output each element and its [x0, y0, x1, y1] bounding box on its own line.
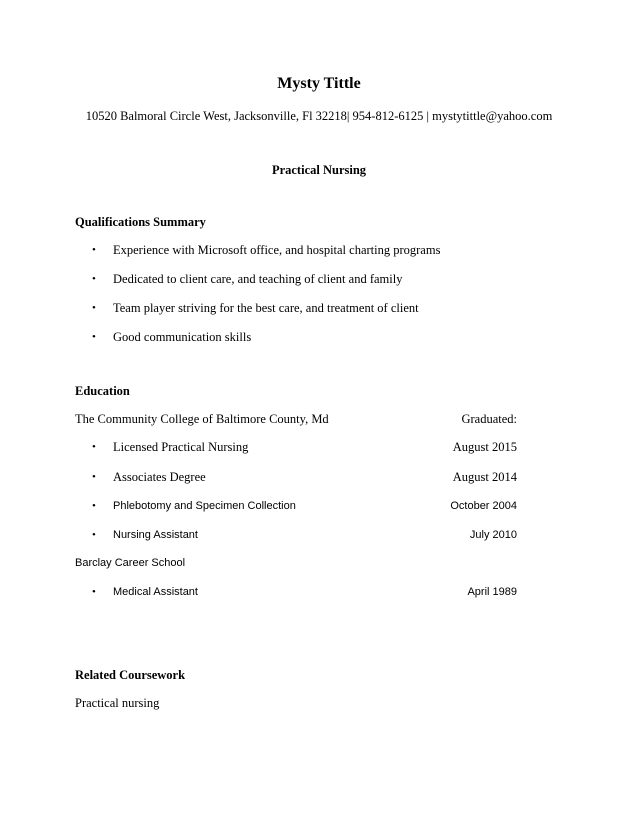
bullet-icon: • — [92, 244, 96, 256]
qualification-item: Experience with Microsoft office, and hospital charting programs — [113, 243, 441, 257]
graduated-label: Graduated: — [461, 412, 517, 426]
education-item: Licensed Practical Nursing — [113, 440, 249, 454]
education-item-date: July 2010 — [469, 529, 517, 541]
qualification-item: Good communication skills — [113, 330, 252, 344]
bullet-icon: • — [92, 586, 96, 598]
education-item-date: October 2004 — [450, 500, 517, 512]
bullet-icon: • — [92, 529, 96, 541]
bullet-icon: • — [92, 500, 96, 512]
education-item-date: August 2014 — [452, 470, 517, 484]
education-item-date: August 2015 — [452, 440, 517, 454]
education-item: Medical Assistant — [113, 586, 198, 598]
qualification-item: Dedicated to client care, and teaching of client and family — [113, 272, 403, 286]
education-item: Nursing Assistant — [113, 529, 198, 541]
qualifications-heading: Qualifications Summary — [75, 215, 206, 229]
coursework-heading: Related Coursework — [75, 668, 186, 682]
candidate-name: Mysty Tittle — [277, 75, 361, 92]
qualification-item: Team player striving for the best care, and treatment of client — [113, 301, 419, 315]
bullet-icon: • — [92, 441, 96, 453]
objective-title: Practical Nursing — [271, 163, 367, 177]
school-name: Barclay Career School — [75, 557, 186, 569]
coursework-text: Practical nursing — [75, 696, 160, 710]
education-item: Associates Degree — [113, 470, 206, 484]
education-heading: Education — [75, 384, 130, 398]
education-item-date: April 1989 — [467, 586, 517, 598]
bullet-icon: • — [92, 302, 96, 314]
school-name: The Community College of Baltimore County, Md — [75, 412, 329, 426]
contact-line: 10520 Balmoral Circle West, Jacksonville, Fl 32218| 954-812-6125 | mystytittle@yahoo.com — [85, 109, 553, 123]
bullet-icon: • — [92, 273, 96, 285]
bullet-icon: • — [92, 471, 96, 483]
education-item: Phlebotomy and Specimen Collection — [113, 500, 296, 512]
bullet-icon: • — [92, 331, 96, 343]
